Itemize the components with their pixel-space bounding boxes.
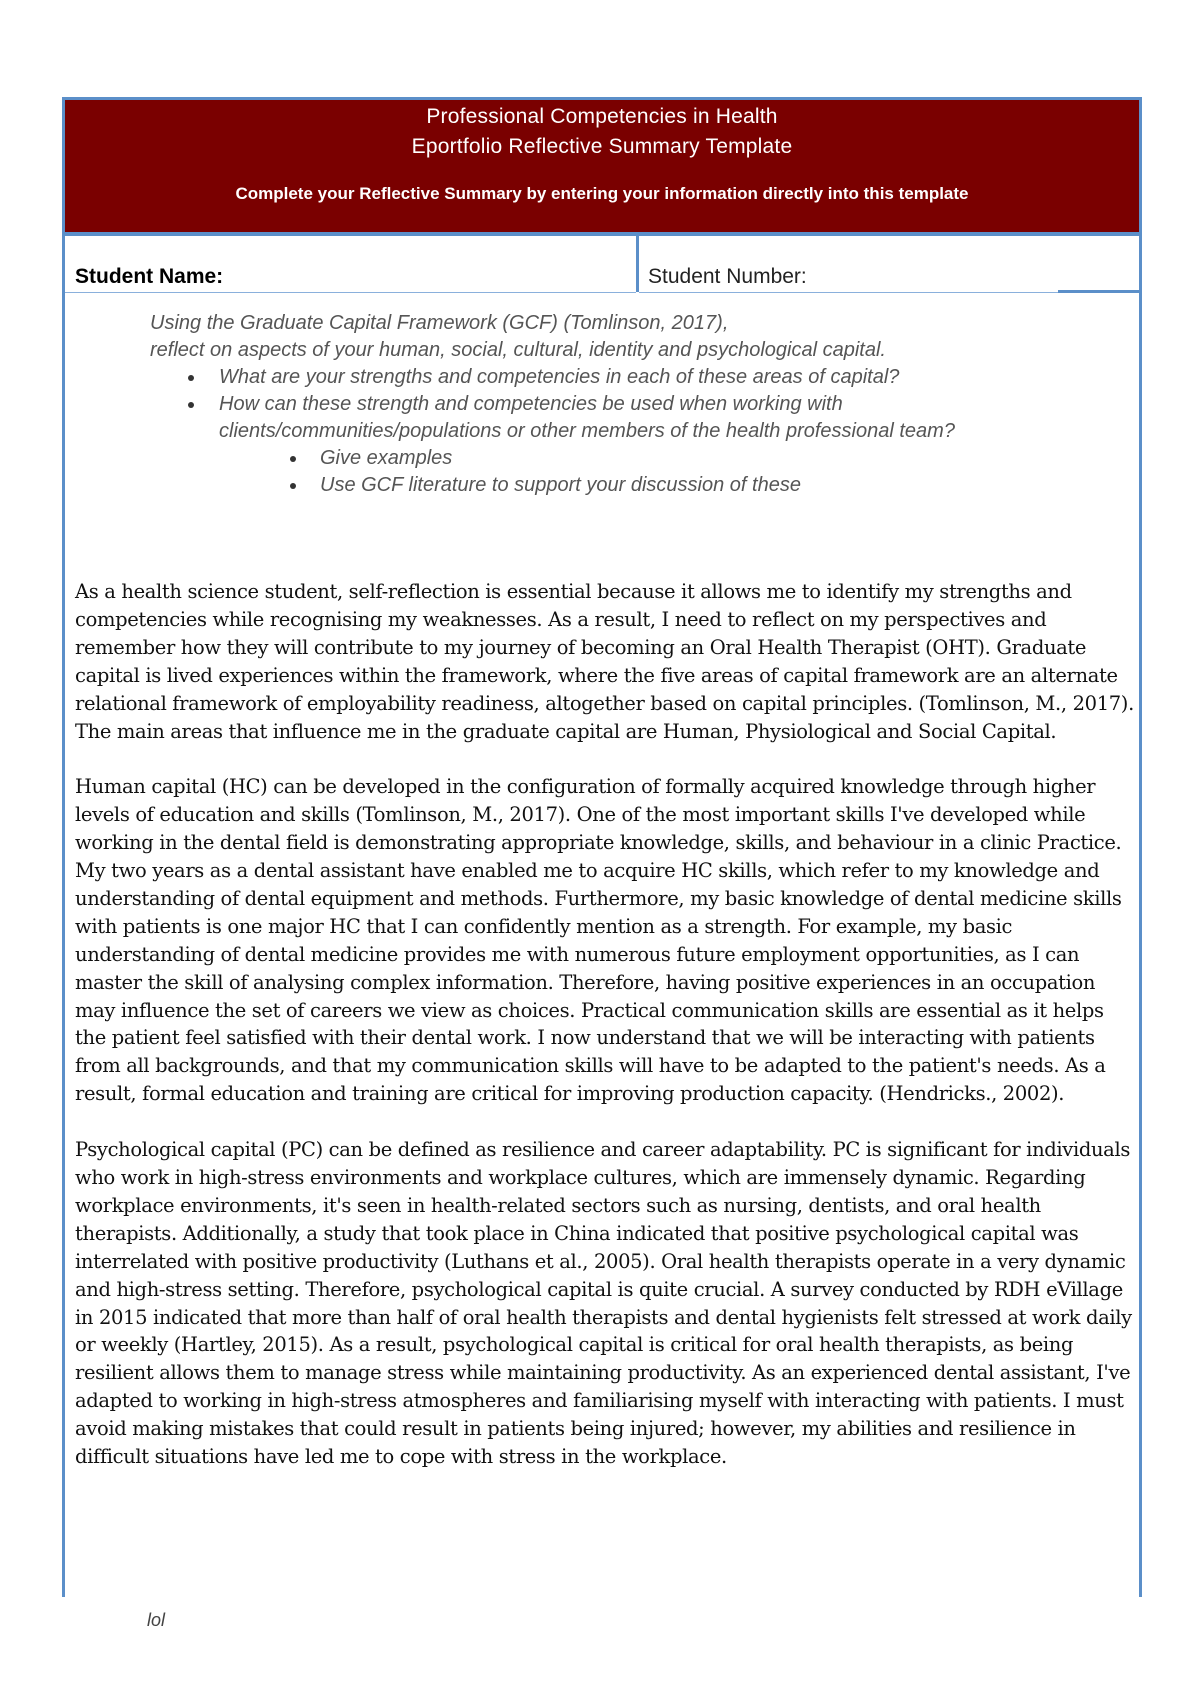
student-name-label: Student Name: [75,265,224,288]
header-title: Professional Competencies in Health [426,105,778,128]
template-header [65,100,1139,236]
field-border-segment [1058,290,1140,293]
body-paragraph: Psychological capital (PC) can be defined as resilience and career adaptability. PC is significant for individuals who work in high-stress environments and workplace cultures, which are immensely dynamic. Regarding workplace environments, it's seen in health-related sectors such as nursing, dentists, and oral health therapists. Additionally, a study that took place in China indicated that positive psychological capital was interrelated with positive productivity (Luthans et al., 2005). Oral health therapists operate in a very dynamic and high-stress setting. Therefore, psychological capital is quite crucial. A survey conducted by RDH eVillage in 2015 indicated that more than half of oral health therapists and dental hygienists felt stressed at work daily or weekly (Hartley, 2015). As a result, psychological capital is critical for oral health therapists, as being resilient allows them to manage stress while maintaining productivity. As an experienced dental assistant, I've adapted to working in high-stress atmospheres and familiarising myself with interacting with patients. I must avoid making mistakes that could result in patients being injured; however, my abilities and resilience in difficult situations have led me to cope with stress in the workplace. [75,1138,1132,1469]
prompt-bullet [150,364,1110,391]
prompt-sub-bullet [150,445,1110,472]
student-number-underline [639,292,1059,293]
header-instruction: Complete your Reflective Summary by entering your information directly into this template [235,184,969,203]
prompt-bullet-continuation [150,418,1110,445]
prompt-sub-bullet-text: Give examples [320,447,453,469]
prompt-bullet-text: How can these strength and competencies be used when working with [219,393,843,415]
prompt-sub-bullet-text: Use GCF literature to support your discussion of these [320,474,801,496]
bullet-icon [188,402,194,408]
field-divider [636,236,639,292]
prompt-bullet [150,391,1110,418]
student-number-label: Student Number: [648,265,807,288]
header-subtitle: Eportfolio Reflective Summary Template [411,135,793,158]
bullet-icon [188,375,194,381]
prompt-sub-bullet [150,472,1110,499]
body-paragraph: As a health science student, self-reflection is essential because it allows me to identify my strengths and competencies while recognising my weaknesses. As a result, I need to reflect on my perspectives and remember how they will contribute to my journey of becoming an Oral Health Therapist (OHT). Graduate capital is lived experiences within the framework, where the five areas of capital framework are an alternate relational framework of employability readiness, altogether based on capital principles. (Tomlinson, M., 2017). The main areas that influence me in the graduate capital are Human, Physiological and Social Capital. [75,580,1134,743]
prompt-bullet-text: clients/communities/populations or other members of the health professional team? [219,420,955,442]
prompt-instructions [150,310,1110,499]
student-name-underline [65,292,636,293]
page-footer: lol [147,1610,166,1630]
prompt-line: reflect on aspects of your human, social, cultural, identity and psychological capital. [150,339,886,361]
prompt-bullet-text: What are your strengths and competencies in each of these areas of capital? [219,366,900,388]
body-paragraph: Human capital (HC) can be developed in the configuration of formally acquired knowledge through higher levels of education and skills (Tomlinson, M., 2017). One of the most important skills I've developed while working in the dental field is demonstrating appropriate knowledge, skills, and behaviour in a clinic Practice. My two years as a dental assistant have enabled me to acquire HC skills, which refer to my knowledge and understanding of dental equipment and methods. Furthermore, my basic knowledge of dental medicine skills with patients is one major HC that I can confidently mention as a strength. For example, my basic understanding of dental medicine provides me with numerous future employment opportunities, as I can master the skill of analysing complex information. Therefore, having positive experiences in an occupation may influence the set of careers we view as choices. Practical communication skills are essential as it helps the patient feel satisfied with their dental work. I now understand that we will be interacting with patients from all backgrounds, and that my communication skills will have to be adapted to the patient's needs. As a result, formal education and training are critical for improving production capacity. (Hendricks., 2002). [75,775,1122,1106]
bullet-icon [290,483,296,489]
prompt-line: Using the Graduate Capital Framework (GCF) (Tomlinson, 2017), [150,312,729,334]
bullet-icon [290,456,296,462]
reflective-summary-body[interactable] [75,578,1135,1499]
